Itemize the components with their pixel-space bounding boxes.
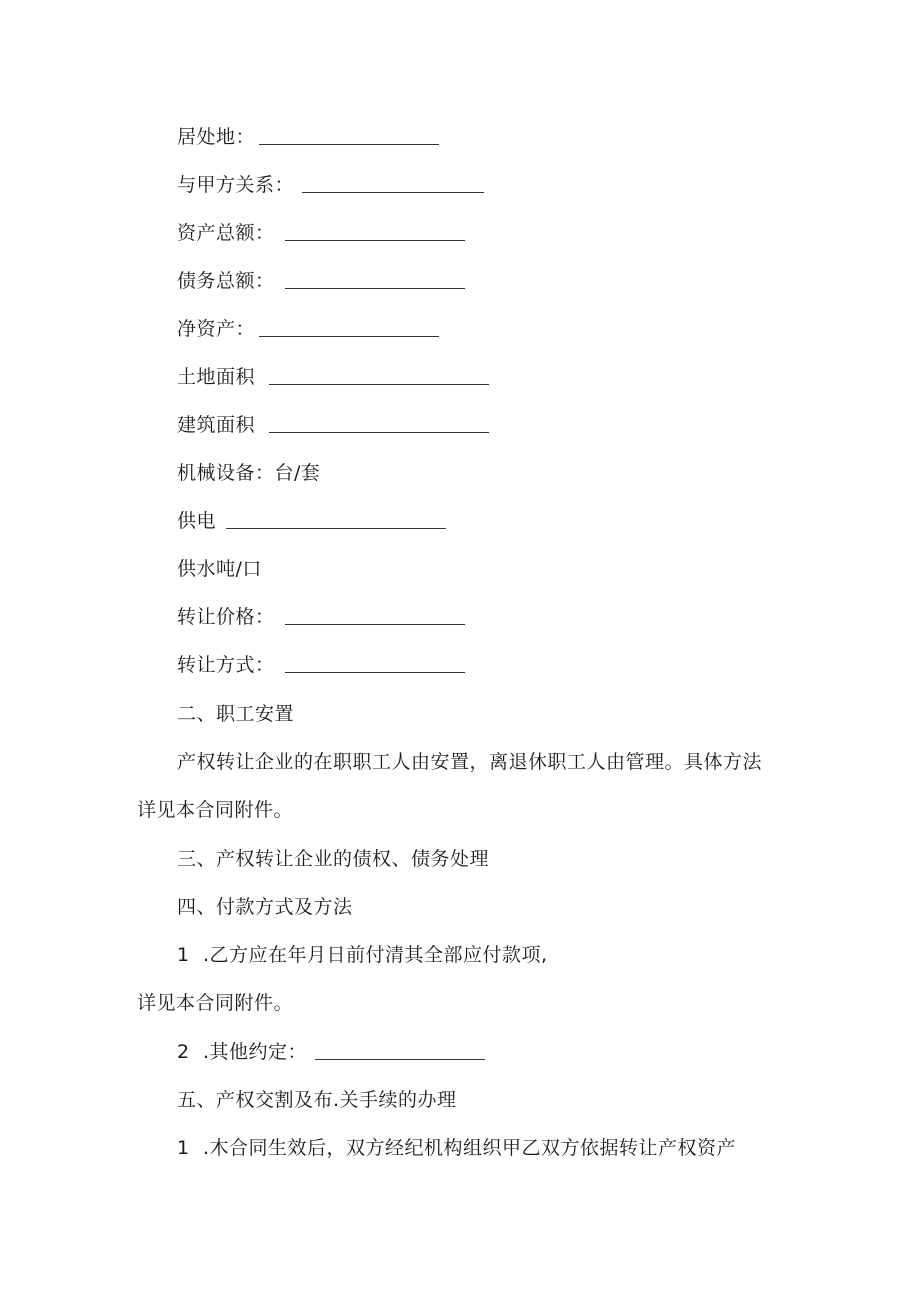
field-label: 资产总额：: [177, 222, 275, 244]
field-label: 净资产：: [177, 318, 256, 340]
field-label: 建筑面积: [177, 414, 256, 436]
blank-line: [285, 606, 465, 625]
field-residence: [177, 124, 439, 150]
item-text: .木合同生效后，双方经纪机构组织甲乙双方依据转让产权资产: [203, 1137, 737, 1159]
heading-text: 二、职工安置: [177, 703, 295, 725]
paragraph-line: [137, 990, 293, 1016]
item-number: 1: [177, 1137, 190, 1159]
field-transfer-method: [177, 652, 465, 678]
field-label: 土地面积: [177, 366, 256, 388]
item-number: 1: [177, 944, 190, 966]
paragraph-text: 详见本合同附件。: [137, 992, 294, 1014]
item-text: .其他约定：: [203, 1041, 308, 1063]
field-machinery: [177, 460, 320, 486]
list-item-4-2: [177, 1039, 485, 1065]
list-item-5-1: [177, 1135, 736, 1161]
field-label: 债务总额：: [177, 270, 275, 292]
field-net-assets: [177, 316, 439, 342]
field-total-assets: [177, 220, 465, 246]
section-heading-2: [177, 701, 294, 727]
field-label: 供电: [177, 510, 217, 532]
field-label: 居处地：: [177, 126, 256, 148]
heading-text: 三、产权转让企业的债权、债务处理: [177, 848, 490, 870]
blank-line: [315, 1041, 485, 1060]
blank-line: [285, 654, 465, 673]
item-number: 2: [177, 1041, 190, 1063]
field-building-area: [177, 412, 489, 438]
paragraph-line: [137, 797, 293, 823]
field-transfer-price: [177, 604, 465, 630]
blank-line: [285, 222, 465, 241]
blank-line: [269, 414, 489, 433]
blank-line: [302, 174, 484, 193]
field-label: 与甲方关系：: [177, 174, 295, 196]
blank-line: [285, 270, 465, 289]
paragraph-line: [177, 749, 762, 775]
paragraph-text: 详见本合同附件。: [137, 799, 294, 821]
blank-line: [269, 366, 489, 385]
field-total-debt: [177, 268, 465, 294]
field-land-area: [177, 364, 489, 390]
field-water-supply: [177, 556, 262, 582]
blank-line: [259, 126, 439, 145]
item-text: .乙方应在年月日前付清其全部应付款项,: [203, 944, 548, 966]
paragraph-text: 产权转让企业的在职职工人由安置，离退休职工人由管理。具体方法: [177, 751, 763, 773]
blank-line: [226, 510, 446, 529]
section-heading-4: [177, 894, 353, 920]
field-label: 供水吨/口: [177, 558, 262, 580]
field-label: 转让方式：: [177, 654, 275, 676]
field-power-supply: [177, 508, 446, 534]
section-heading-3: [177, 846, 489, 872]
blank-line: [259, 318, 439, 337]
section-heading-5: [177, 1087, 457, 1113]
heading-text: 五、产权交割及布.关手续的办理: [177, 1089, 457, 1111]
list-item-4-1: [177, 942, 548, 968]
field-relation: [177, 172, 484, 198]
field-label: 机械设备：台/套: [177, 462, 321, 484]
heading-text: 四、付款方式及方法: [177, 896, 353, 918]
field-label: 转让价格：: [177, 606, 275, 628]
